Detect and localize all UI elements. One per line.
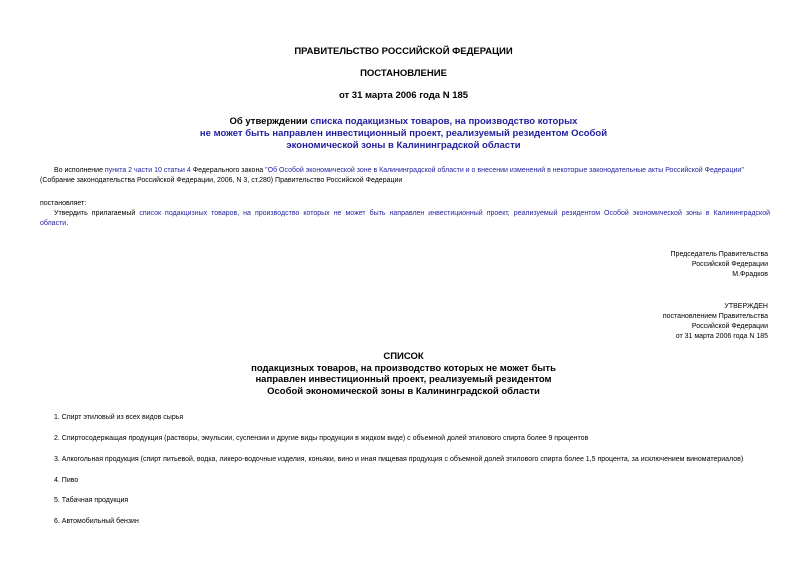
list-heading: СПИСОК <box>383 351 424 362</box>
document-date: от 31 марта 2006 года N 185 <box>338 90 469 101</box>
approved-list-link[interactable]: список подакцизных товаров, на производство которых не может быть направлен инвестиционный проект, реализуемый резидентом Особой экономической зоны в Калининградской <box>139 210 770 217</box>
list-item: 4. Пиво <box>54 477 79 484</box>
approved-label: УТВЕРЖДЕН <box>724 303 768 310</box>
title-link-line2[interactable]: не может быть направлен инвестиционный проект, реализуемый резидентом Особой <box>199 128 608 139</box>
government-title: ПРАВИТЕЛЬСТВО РОССИЙСКОЙ ФЕДЕРАЦИИ <box>294 46 513 57</box>
preamble-mid: Федерального закона <box>190 167 266 174</box>
resolves-label: постановляет: <box>40 200 87 207</box>
approve-start: Утвердить прилагаемый <box>54 210 140 217</box>
approval-paragraph <box>40 209 770 229</box>
list-subtitle-2: направлен инвестиционный проект, реализуемый резидентом <box>255 374 552 385</box>
approved-country: Российской Федерации <box>691 323 768 330</box>
list-item: 1. Спирт этиловый из всех видов сырья <box>54 414 184 421</box>
approved-date: от 31 марта 2006 года N 185 <box>675 333 768 340</box>
list-item: 3. Алкогольная продукция (спирт питьевой, водка, ликеро-водочные изделия, коньяки, вино и иная пищевая продукция с объемной долей этилового спирта более 1,5 процента, за исключением виноматериалов) <box>54 456 744 463</box>
list-item: 6. Автомобильный бензин <box>54 518 139 525</box>
title-link-list[interactable]: списка подакцизных товаров, на производство которых <box>310 116 578 127</box>
preamble-paragraph <box>40 166 775 186</box>
list-item: 2. Спиртосодержащая продукция (растворы, эмульсии, суспензии и другие виды продукции в жидком виде) с объемной долей этилового спирта более 9 процентов <box>54 435 589 442</box>
approve-end: . <box>66 220 69 227</box>
signature-block <box>671 250 768 280</box>
signature-name: М.Фрадков <box>732 271 768 278</box>
list-subtitle-3: Особой экономической зоны в Калининградской области <box>267 385 540 397</box>
list-item: 5. Табачная продукция <box>54 497 129 504</box>
preamble-source: (Собрание законодательства Российской Федерации, 2006, N 3, ст.280) Правительство Российской Федерации <box>40 177 403 184</box>
approved-list-link-end[interactable]: области <box>40 220 67 227</box>
list-subtitle-1: подакцизных товаров, на производство которых не может быть <box>251 362 556 374</box>
preamble-start: Во исполнение <box>54 167 105 174</box>
signature-country: Российской Федерации <box>691 261 768 268</box>
list-heading-block <box>0 351 807 397</box>
document-title <box>0 116 807 152</box>
federal-law-link[interactable]: "Об Особой экономической зоне в Калининградской области и о внесении изменений в некоторые законодательные акты Российской Федерации" <box>265 167 744 174</box>
law-article-link[interactable]: пункта 2 части 10 статьи 4 <box>104 167 191 174</box>
signature-position: Председатель Правительства <box>670 251 768 258</box>
title-link-line3[interactable]: экономической зоны в Калининградской области <box>286 140 521 151</box>
document-type: ПОСТАНОВЛЕНИЕ <box>360 68 447 79</box>
approval-stamp <box>663 302 768 342</box>
title-prefix: Об утверждении <box>229 116 311 127</box>
approved-by: постановлением Правительства <box>662 313 768 320</box>
